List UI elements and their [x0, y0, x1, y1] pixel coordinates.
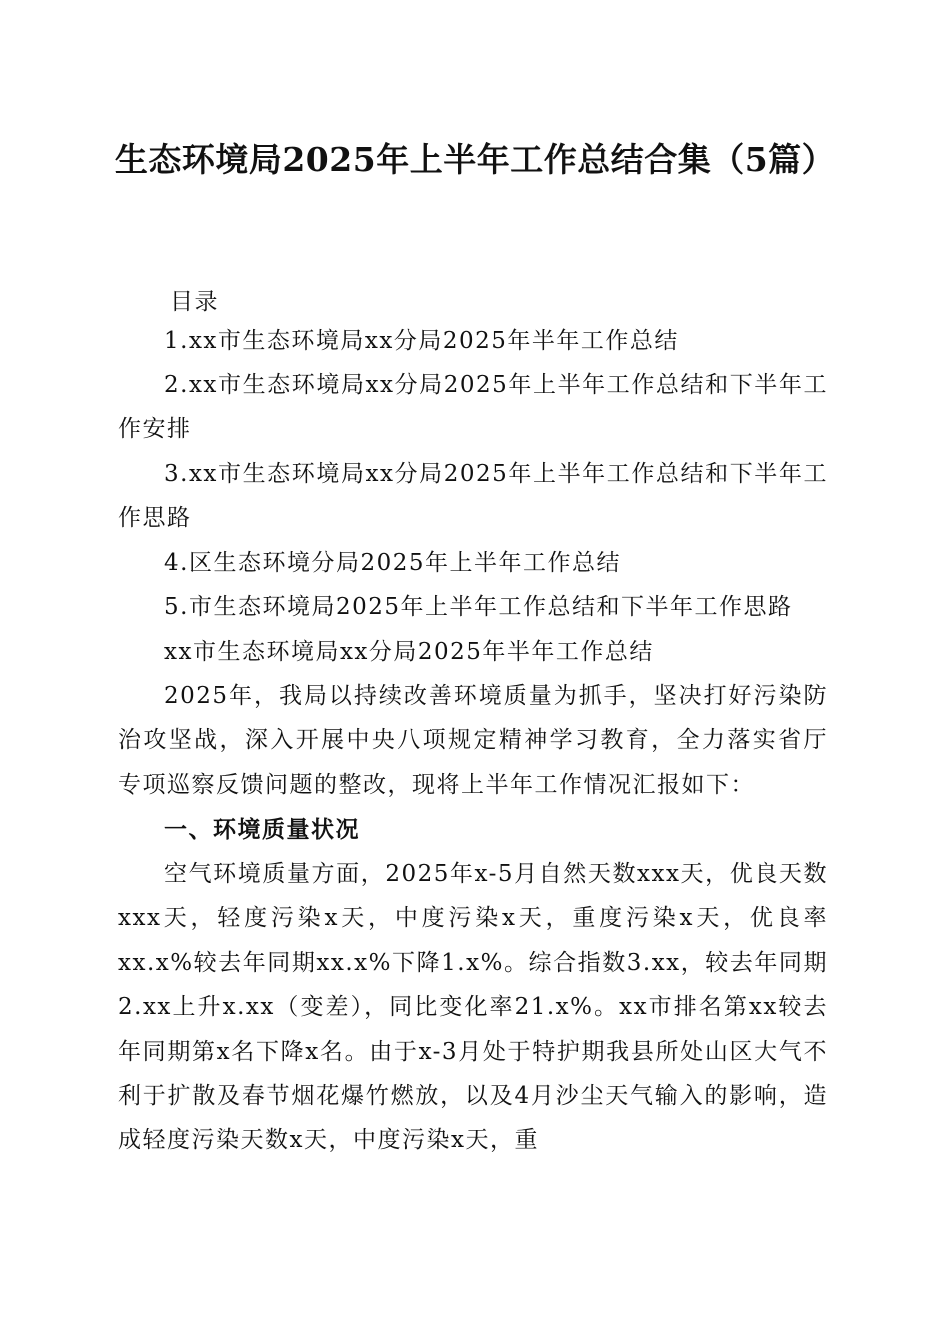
intro-paragraph: 2025年，我局以持续改善环境质量为抓手，坚决打好污染防治攻坚战，深入开展中央八项规定精神学习教育，全力落实省厅专项巡察反馈问题的整改，现将上半年工作情况汇报如下： — [118, 683, 828, 798]
toc-label: 目录 — [170, 289, 219, 315]
toc-item-5: 5.市生态环境局2025年上半年工作总结和下半年工作思路 — [164, 594, 793, 620]
toc-item-2: 2.xx市生态环境局xx分局2025年上半年工作总结和下半年工作安排 — [118, 372, 828, 443]
document-title: 生态环境局2025年上半年工作总结合集（5篇） — [114, 140, 836, 179]
toc-item-3: 3.xx市生态环境局xx分局2025年上半年工作总结和下半年工作思路 — [118, 461, 828, 532]
section-title: xx市生态环境局xx分局2025年半年工作总结 — [164, 639, 654, 665]
toc-item-1: 1.xx市生态环境局xx分局2025年半年工作总结 — [164, 328, 679, 354]
body-paragraph: 空气环境质量方面，2025年x-5月自然天数xxx天，优良天数xxx天，轻度污染x天，中度污染x天，重度污染x天，优良率xx.x%较去年同期xx.x%下降1.x%。综合指数3.xx，较去年同期2.xx上升x.xx（变差），同比变化率21.x%。xx市排名第xx较去年同期第x名下降x名。由于x-3月处于特护期我县所处山区大气不利于扩散及春节烟花爆竹燃放，以及4月沙尘天气输入的影响，造成轻度污染天数x天，中度污染x天，重 — [118, 861, 828, 1154]
section-heading: 一、环境质量状况 — [164, 816, 360, 843]
toc-item-4: 4.区生态环境分局2025年上半年工作总结 — [164, 550, 621, 576]
